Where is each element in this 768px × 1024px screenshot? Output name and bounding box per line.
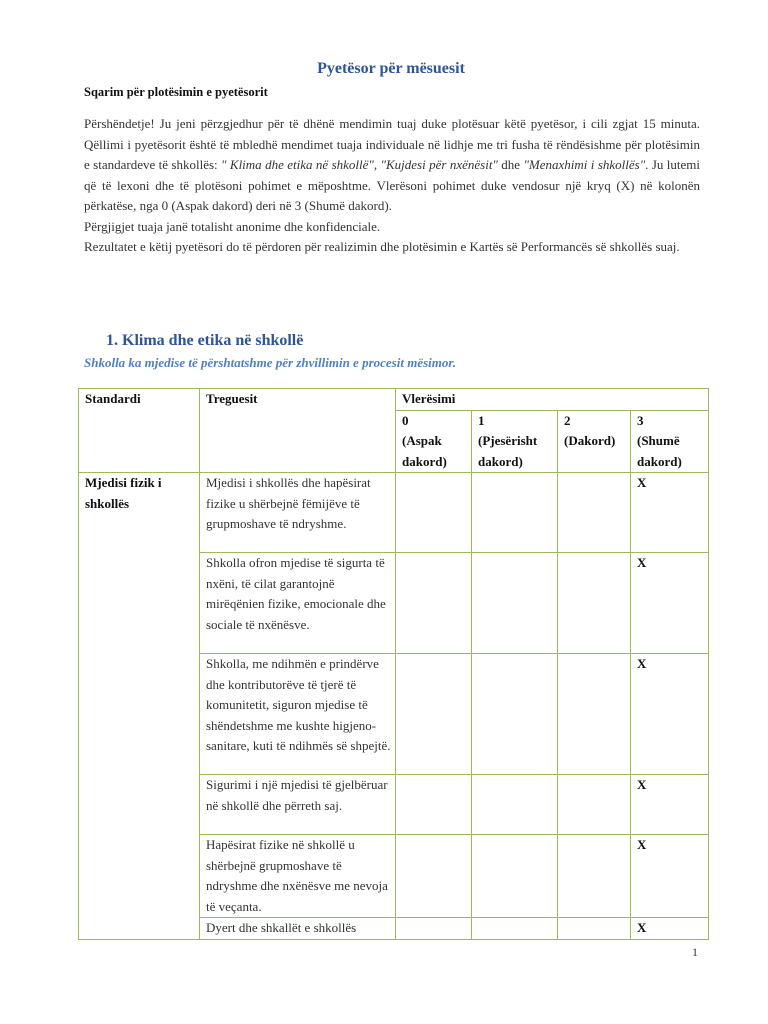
table-row xyxy=(79,473,709,553)
rating-cell-0[interactable] xyxy=(396,473,472,553)
rating-cell-3[interactable]: X xyxy=(631,654,709,775)
document-title: Pyetësor për mësuesit xyxy=(317,60,465,77)
rating-cell-2[interactable] xyxy=(558,918,631,940)
intro-text xyxy=(84,114,700,258)
rating-cell-2[interactable] xyxy=(558,473,631,553)
area-care: "Kujdesi për nxënësit" xyxy=(380,157,498,172)
section-subheading: Shkolla ka mjedise të përshtatshme për zhvillimin e procesit mësimor. xyxy=(84,355,456,370)
rating-cell-3[interactable]: X xyxy=(631,553,709,654)
rating-cell-3[interactable]: X xyxy=(631,835,709,918)
rating-cell-1[interactable] xyxy=(472,835,558,918)
rating-cell-0[interactable] xyxy=(396,775,472,835)
indicator-text: Mjedisi i shkollës dhe hapësirat fizike u shërbejnë fëmijëve të grupmoshave të ndryshme. xyxy=(200,473,396,553)
rating-cell-2[interactable] xyxy=(558,654,631,775)
page-number: 1 xyxy=(692,945,698,959)
anonymity-note: Përgjigjet tuaja janë totalisht anonime dhe konfidenciale. xyxy=(84,218,381,234)
rating-cell-3[interactable]: X xyxy=(631,473,709,553)
scale-0-header: 0 (Aspak dakord) xyxy=(396,410,472,473)
rating-cell-2[interactable] xyxy=(558,553,631,654)
scale-3-header: 3 (Shumë dakord) xyxy=(631,410,709,473)
rating-cell-0[interactable] xyxy=(396,835,472,918)
indicator-text: Hapësirat fizike në shkollë u shërbejnë grupmoshave të ndryshme dhe nxënësve me nevoja të veçanta. xyxy=(200,835,396,918)
rating-cell-0[interactable] xyxy=(396,553,472,654)
rating-cell-0[interactable] xyxy=(396,654,472,775)
rating-cell-2[interactable] xyxy=(558,835,631,918)
evaluation-table xyxy=(78,388,709,940)
area-management: "Menaxhimi i shkollës" xyxy=(523,157,646,172)
rating-cell-0[interactable] xyxy=(396,918,472,940)
header-standard: Standardi xyxy=(79,389,200,473)
indicator-text: Dyert dhe shkallët e shkollës xyxy=(200,918,396,940)
rating-cell-1[interactable] xyxy=(472,553,558,654)
rating-cell-2[interactable] xyxy=(558,775,631,835)
indicator-text: Sigurimi i një mjedisi të gjelbëruar në shkollë dhe përreth saj. xyxy=(200,775,396,835)
rating-cell-1[interactable] xyxy=(472,775,558,835)
indicator-text: Shkolla ofron mjedise të sigurta të nxëni, të cilat garantojnë mirëqënien fizike, emocionale dhe sociale të nxënësve. xyxy=(200,553,396,654)
header-indicators: Treguesit xyxy=(200,389,396,473)
section-heading: 1. Klima dhe etika në shkollë xyxy=(106,332,304,349)
standard-name: Mjedisi fizik i shkollës xyxy=(79,473,200,940)
intro-paragraph: Përshëndetje! Ju jeni përzgjedhur për të dhënë mendimin tuaj duke plotësuar këtë pyetësor, i cili zgjat 15 minuta. Qëllimi i pyetësorit është të mbledhë mendimet tuaja individuale në lidhje me tri fusha të rëndësishme për plotësimin e standardeve të shkollës: " Klima dhe etika në shkollë", "Kujdesi për nxënësit" dhe "Menaxhimi i shkollës". Ju lutemi që të lexoni dhe të plotësoni pohimet e mëposhtme. Vlerësoni pohimet duke vendosur një kryq (X) në kolonën përkatëse, nga 0 (Aspak dakord) deri në 3 (Shumë dakord). xyxy=(84,116,700,213)
usage-note: Rezultatet e këtij pyetësori do të përdoren për realizimin dhe plotësimin e Kartës së Performancës së shkollës suaj. xyxy=(84,239,680,254)
header-evaluation: Vlerësimi xyxy=(396,389,709,411)
scale-1-header: 1 (Pjesërisht dakord) xyxy=(472,410,558,473)
instructions-heading: Sqarim për plotësimin e pyetësorit xyxy=(84,85,268,99)
area-climate: " Klima dhe etika në shkollë" xyxy=(221,157,374,172)
rating-cell-1[interactable] xyxy=(472,654,558,775)
rating-cell-1[interactable] xyxy=(472,918,558,940)
rating-cell-3[interactable]: X xyxy=(631,918,709,940)
scale-2-header: 2 (Dakord) xyxy=(558,410,631,473)
rating-cell-1[interactable] xyxy=(472,473,558,553)
rating-cell-3[interactable]: X xyxy=(631,775,709,835)
indicator-text: Shkolla, me ndihmën e prindërve dhe kontributorëve të tjerë të komunitetit, siguron mjedise të shëndetshme me kushte higjeno-sanitare, kuti të ndihmës së shpejtë. xyxy=(200,654,396,775)
